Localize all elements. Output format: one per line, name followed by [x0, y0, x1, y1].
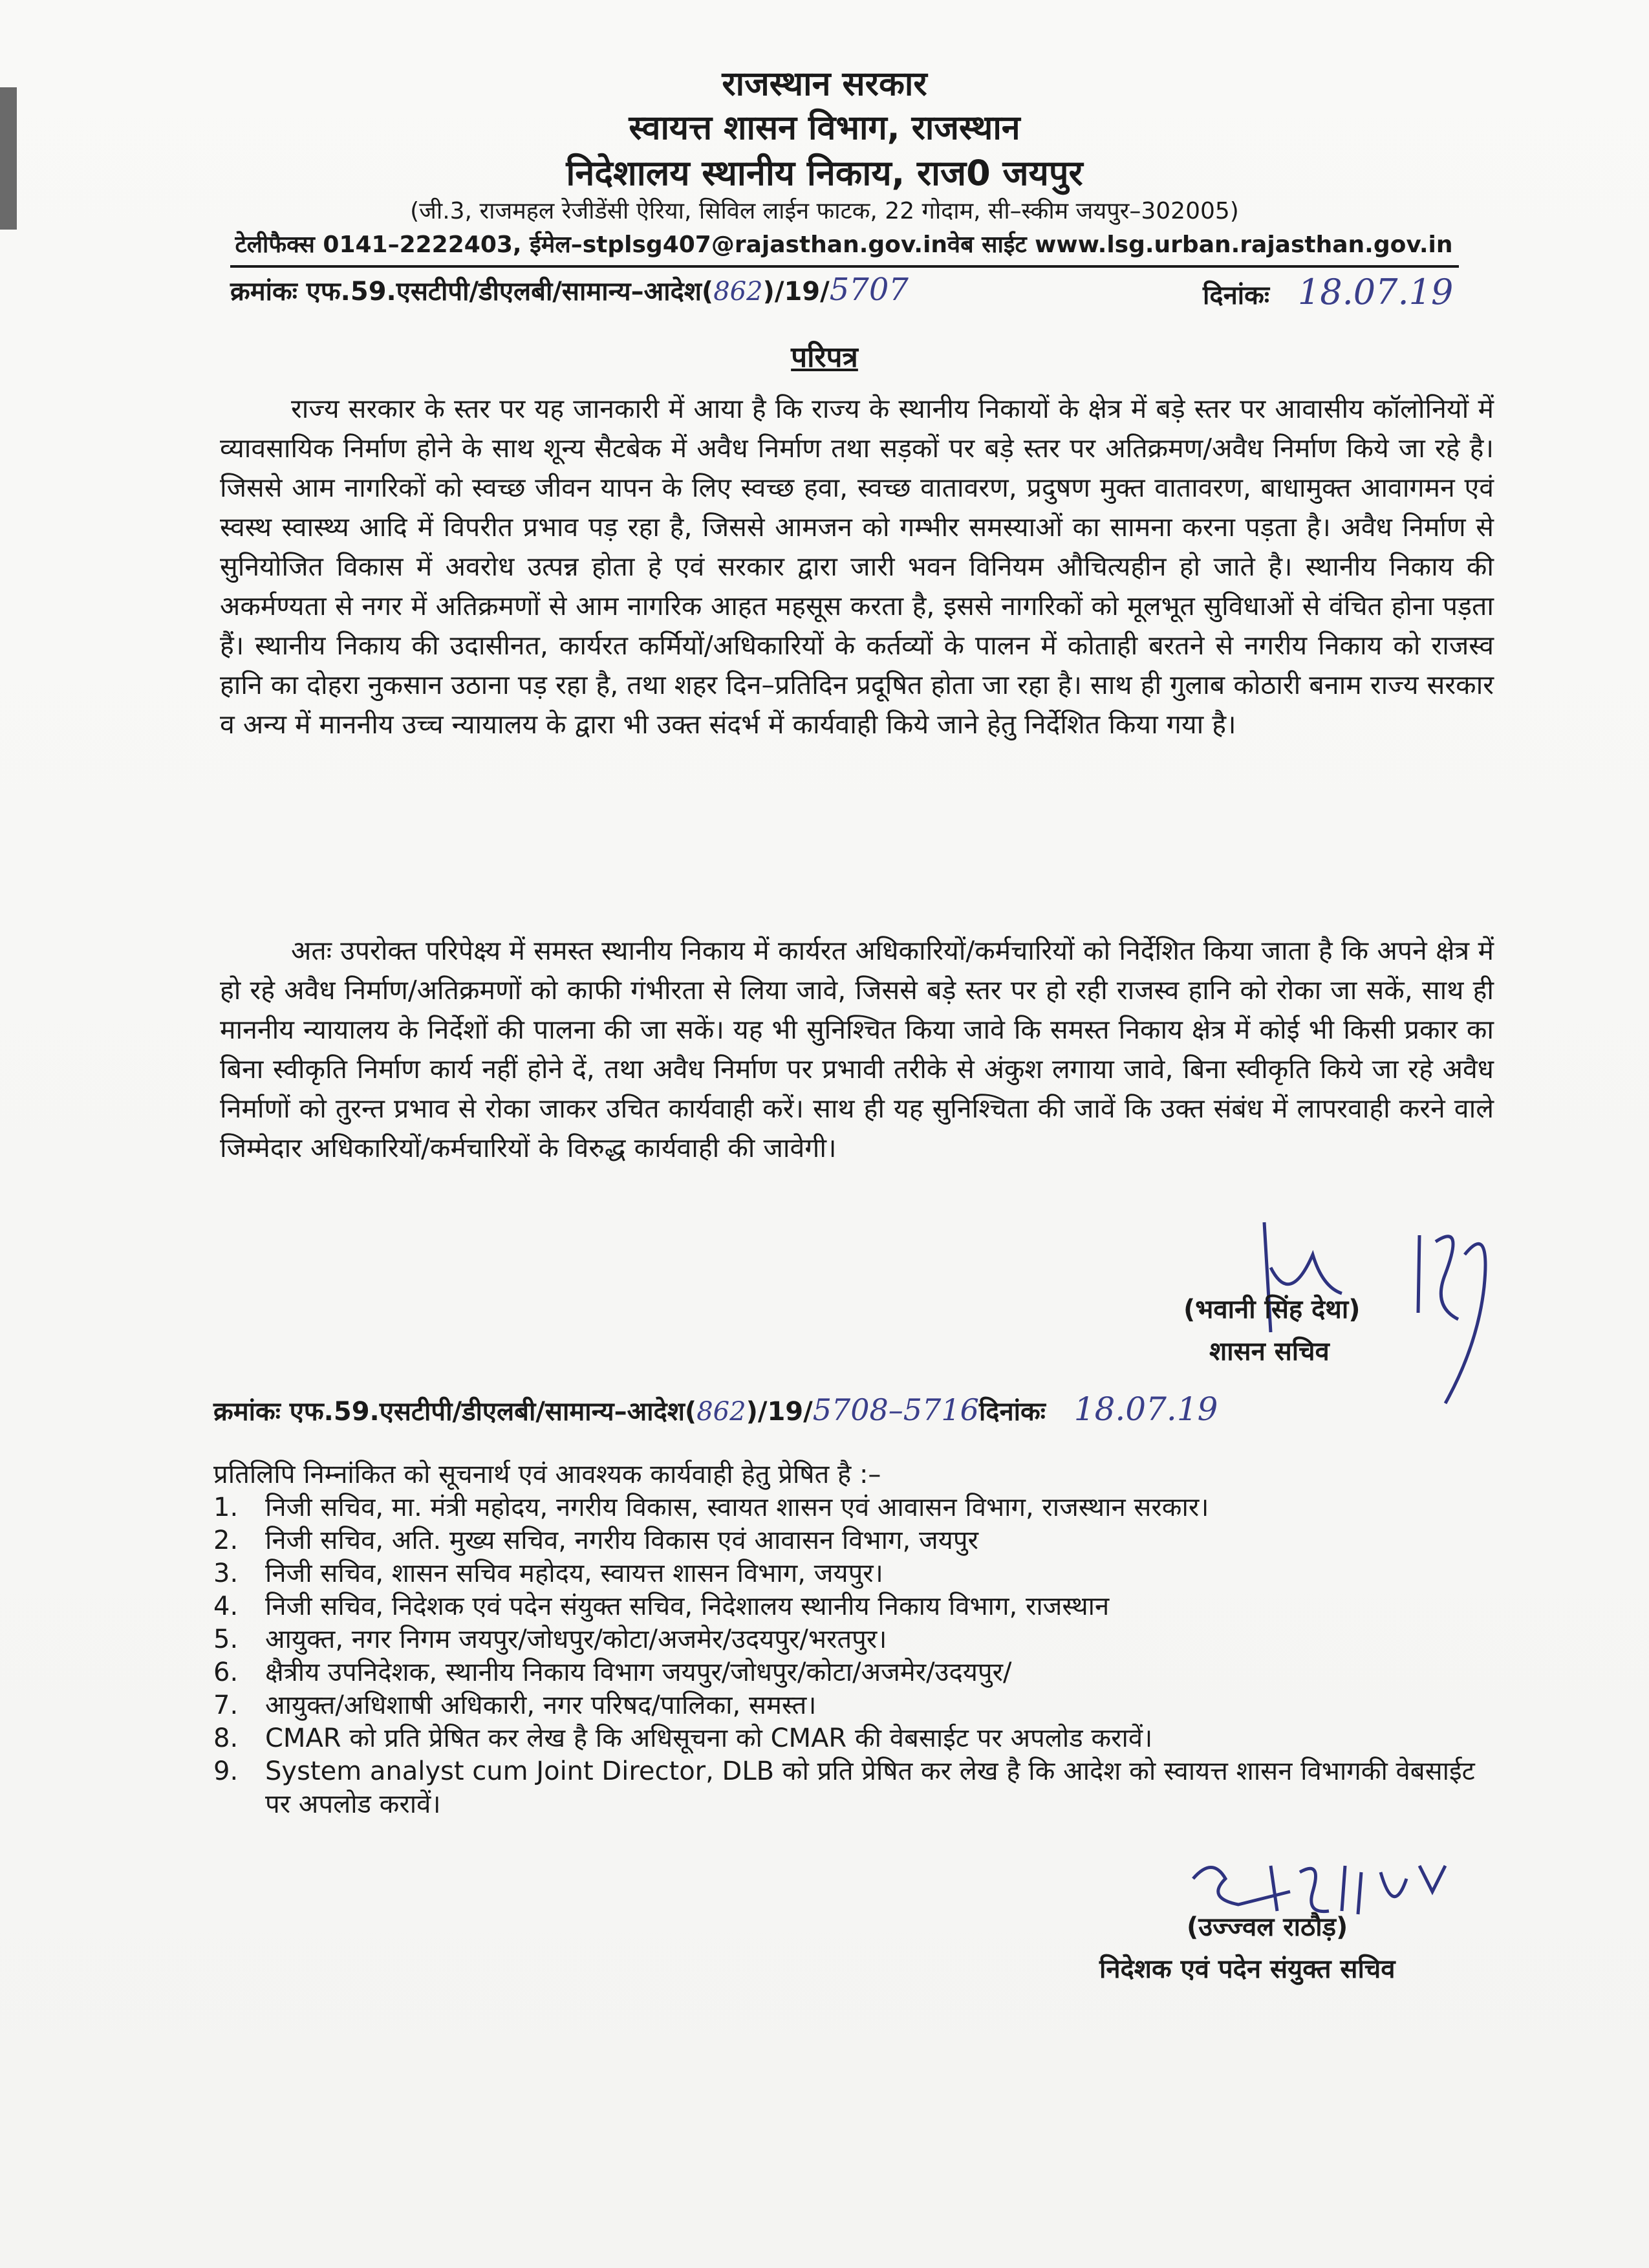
reference-date: [1203, 272, 1453, 312]
cc-item: [213, 1722, 1500, 1755]
cc-item: [213, 1557, 1500, 1590]
date-label-2: दिनांकः: [978, 1397, 1046, 1427]
cc-item: [213, 1524, 1500, 1557]
cc-intro: प्रतिलिपि निम्नांकित को सूचनार्थ एवं आवश्यक कार्यवाही हेतु प्रेषित है :–: [213, 1460, 881, 1489]
body-paragraph-1: राज्य सरकार के स्तर पर यह जानकारी में आया है कि राज्य के स्थानीय निकायों के क्षेत्र में बड़े स्तर पर आवासीय कॉलोनियों में व्यावसायिक निर्माण होने के साथ शून्य सैटबेक में अवैध निर्माण तथा सड़कों पर बड़े स्तर पर अतिक्रमण/अवैध निर्माण किये जा रहे है। जिससे आम नागरिकों को स्वच्छ जीवन यापन के लिए स्वच्छ हवा, स्वच्छ वातावरण, प्रदुषण मुक्त वातावरण, बाधामुक्त आवागमन एवं स्वस्थ स्वास्थ्य आदि में विपरीत प्रभाव पड़ रहा है, जिससे आमजन को गम्भीर समस्याओं का सामना करना पड़ता है। अवैध निर्माण से सुनियोजित विकास में अवरोध उत्पन्न होता हे एवं सरकार द्वारा जारी भवन विनियम औचित्यहीन हो जाते है। स्थानीय निकाय की अकर्मण्यता से नगर में अतिक्रमणों से आम नागरिक आहत महसूस करता है, इससे नागरिकों को मूलभूत सुविधाओं से वंचित होना पड़ता हैं। स्थानीय निकाय की उदासीनत, कार्यरत कर्मियों/अधिकारियों के कर्तव्यों के पालन में कोताही बरतने से नगरीय निकाय को राजस्व हानि का दोहरा नुकसान उठाना पड़ रहा है, तथा शहर दिन–प्रतिदिन प्रदूषित होता जा रहा है। साथ ही गुलाब कोठारी बनाम राज्य सरकार व अन्य में माननीय उच्च न्यायालय के द्वारा भी उक्त संदर्भ में कार्यवाही किये जाने हेतु निर्देशित किया गया है।: [220, 393, 1494, 740]
cc-item-number: 5.: [213, 1625, 239, 1654]
signatory-1-name: (भवानी सिंह देथा): [1183, 1295, 1361, 1324]
cc-item-text: निजी सचिव, अति. मुख्य सचिव, नगरीय विकास एवं आवासन विभाग, जयपुर: [265, 1526, 978, 1555]
cc-item-number: 9.: [213, 1756, 239, 1786]
body-paragraph-2: अतः उपरोक्त परिपेक्ष्य में समस्त स्थानीय निकाय में कार्यरत अधिकारियों/कर्मचारियों को निर्देशित किया जाता है कि अपने क्षेत्र में हो रहे अवैध निर्माण/अतिक्रमणों को काफी गंभीरता से लिया जावे, जिससे बड़े स्तर पर हो रही राजस्व हानि को रोका जा सकें, साथ ही माननीय न्यायालय के निर्देशों की पालना की जा सकें। यह भी सुनिश्चित किया जावे कि समस्त निकाय क्षेत्र में कोई भी किसी प्रकार का बिना स्वीकृति निर्माण कार्य नहीं होने दें, तथा अवैध निर्माण पर प्रभावी तरीके से अंकुश लगाया जावे, बिना स्वीकृति किये जा रहे अवैध निर्माणों को तुरन्त प्रभाव से रोका जाकर उचित कार्यवाही करें। साथ ही यह सुनिश्चिता की जावें कि उक्त संबंध में लापरवाही करने वाले जिम्मेदार अधिकारियों/कर्मचारियों के विरुद्ध कार्यवाही की जावेगी।: [220, 935, 1494, 1163]
reference-number: [230, 272, 909, 308]
reference-number-2: [213, 1390, 1218, 1428]
signatory-1-designation: शासन सचिव: [1209, 1337, 1330, 1366]
cc-item-text: निजी सचिव, शासन सचिव महोदय, स्वायत्त शासन विभाग, जयपुर।: [265, 1559, 883, 1588]
reference-middle-2: )/19/: [746, 1397, 813, 1427]
cc-item: [213, 1656, 1500, 1689]
cc-item-number: 6.: [213, 1658, 239, 1687]
date-label: दिनांकः: [1203, 281, 1269, 310]
cc-item: [213, 1623, 1500, 1656]
header-address: (जी.3, राजमहल रेजीडेंसी ऐरिया, सिविल लाईन फाटक, 22 गोदाम, सी–स्कीम जयपुर–302005): [410, 198, 1239, 224]
header-department: स्वायत्त शासन विभाग, राजस्थान: [629, 109, 1020, 147]
dispatch-range-handwritten: 5708–5716: [812, 1392, 979, 1427]
cc-item-text: निजी सचिव, निदेशक एवं पदेन संयुक्त सचिव, निदेशालय स्थानीय निकाय विभाग, राजस्थान: [265, 1592, 1110, 1621]
cc-item-text: क्षैत्रीय उपनिदेशक, स्थानीय निकाय विभाग जयपुर/जोधपुर/कोटा/अजमेर/उदयपुर/: [265, 1658, 1012, 1687]
dispatch-number-handwritten: 5707: [829, 272, 909, 308]
order-number-handwritten-2: 862: [696, 1397, 746, 1427]
cc-item-number: 8.: [213, 1723, 239, 1753]
order-number-handwritten: 862: [713, 277, 763, 307]
reference-middle: )/19/: [762, 277, 830, 307]
reference-prefix: क्रमांकः एफ.59.एसटीपी/डीएलबी/सामान्य–आदेश(: [230, 277, 714, 307]
cc-item: [213, 1590, 1500, 1623]
cc-item: [213, 1689, 1500, 1722]
cc-item-number: 7.: [213, 1690, 239, 1720]
cc-item-number: 2.: [213, 1526, 239, 1555]
header-divider: [230, 265, 1459, 268]
cc-item-text: निजी सचिव, मा. मंत्री महोदय, नगरीय विकास, स्वायत शासन एवं आवासन विभाग, राजस्थान सरकार।: [265, 1493, 1209, 1522]
header-government: राजस्थान सरकार: [722, 65, 927, 103]
header-contact: टेलीफैक्स 0141–2222403, ईमेल–stplsg407@rajasthan.gov.inवेब साईट www.lsg.urban.rajasthan.gov.in: [235, 232, 1453, 258]
date-handwritten-2: 18.07.19: [1073, 1390, 1218, 1428]
cc-item: [213, 1755, 1500, 1821]
cc-item-text: आयुक्त, नगर निगम जयपुर/जोधपुर/कोटा/अजमेर/उदयपुर/भरतपुर।: [265, 1625, 887, 1654]
copy-distribution-list: [213, 1458, 1500, 1821]
reference-prefix-2: क्रमांकः एफ.59.एसटीपी/डीएलबी/सामान्य–आदेश(: [213, 1397, 697, 1427]
signatory-2-designation: निदेशक एवं पदेन संयुक्त सचिव: [1099, 1954, 1396, 1984]
header-directorate: निदेशालय स्थानीय निकाय, राज0 जयपुर: [566, 153, 1083, 193]
cc-item-text: System analyst cum Joint Director, DLB को प्रति प्रेषित कर लेख है कि आदेश को स्वायत्त शासन विभागकी वेबसाईट पर अपलोड करावें।: [265, 1756, 1475, 1819]
date-handwritten: 18.07.19: [1297, 272, 1454, 312]
cc-item: [213, 1491, 1500, 1524]
subject-title: परिपत्र: [791, 341, 858, 374]
cc-item-number: 1.: [213, 1493, 239, 1522]
cc-item-text: आयुक्त/अधिशाषी अधिकारी, नगर परिषद/पालिका, समस्त।: [265, 1690, 817, 1720]
cc-item-number: 4.: [213, 1592, 239, 1621]
signatory-2-name: (उज्ज्वल राठौड़): [1187, 1912, 1348, 1942]
cc-item-text: CMAR को प्रति प्रेषित कर लेख है कि अधिसूचना को CMAR की वेबसाईट पर अपलोड करावें।: [265, 1723, 1153, 1753]
cc-item-number: 3.: [213, 1559, 239, 1588]
